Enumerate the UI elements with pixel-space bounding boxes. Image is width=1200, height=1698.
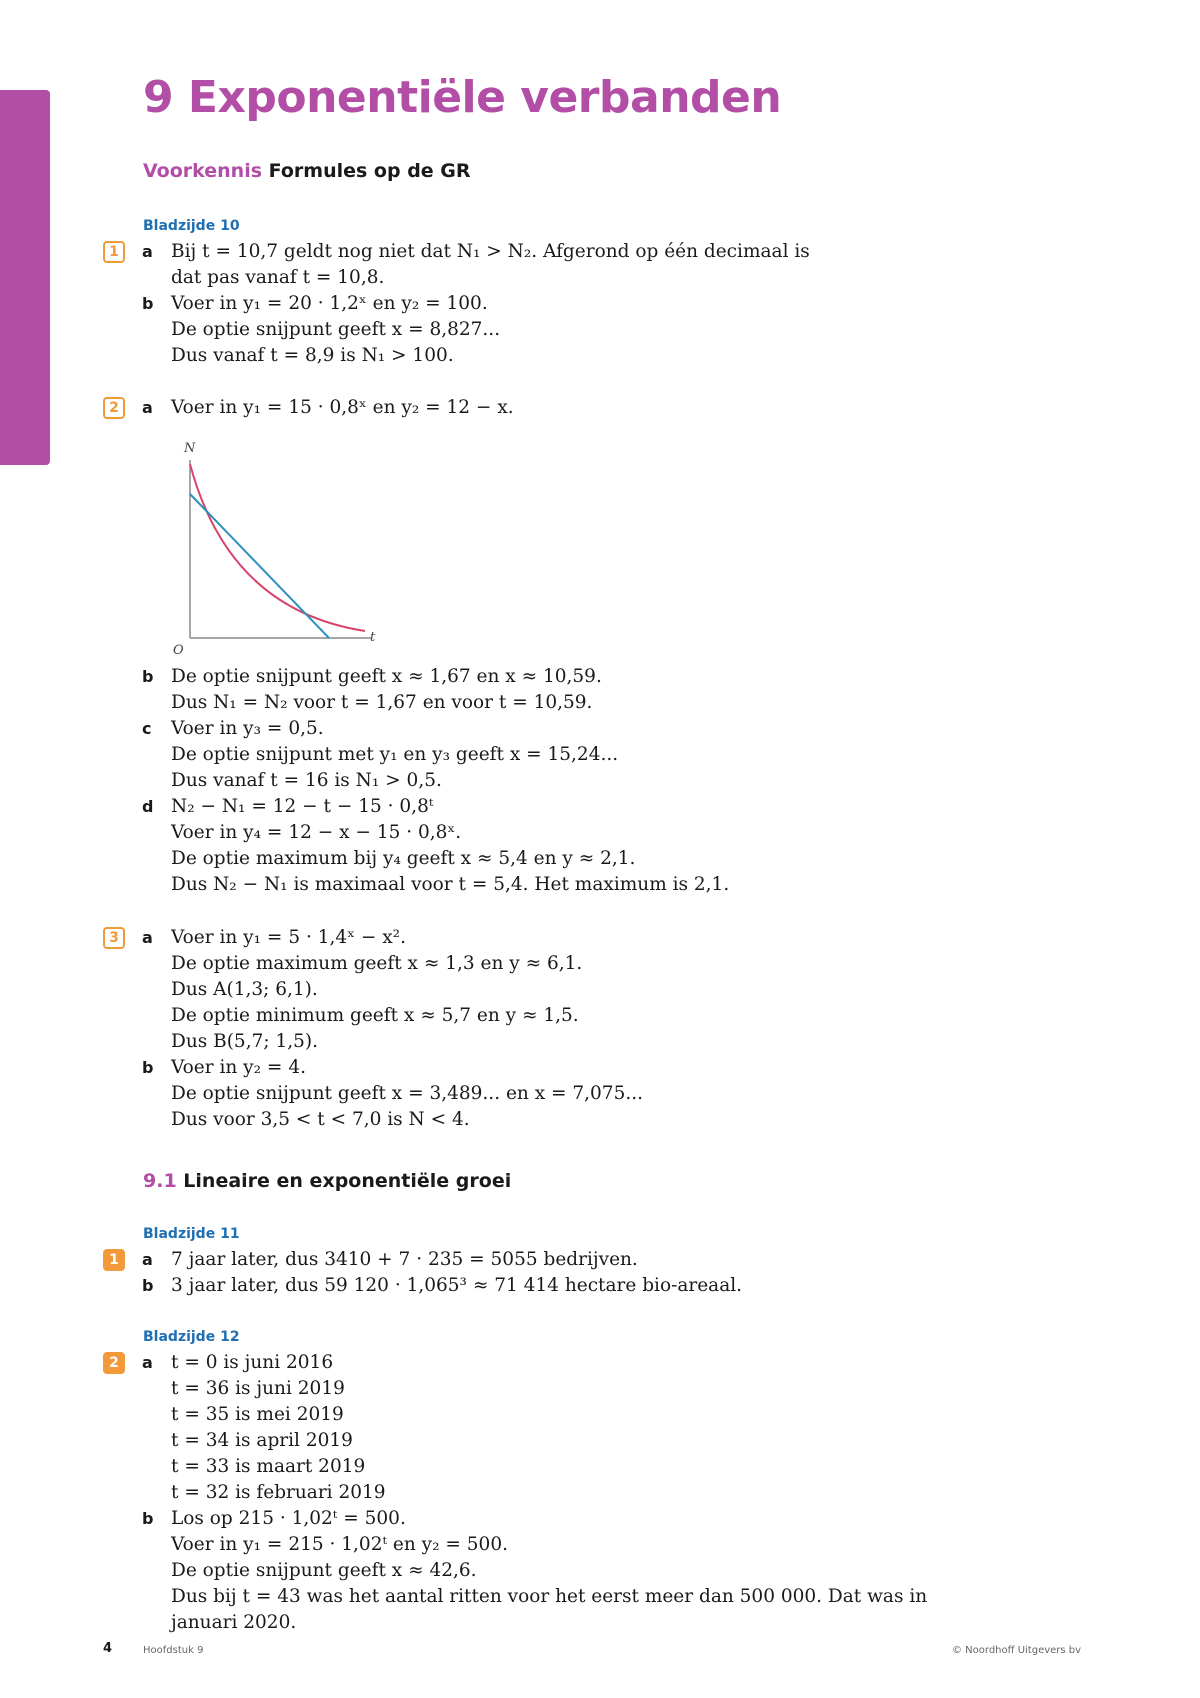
answer-line: Voer in y₁ = 215 · 1,02ᵗ en y₂ = 500.: [171, 1534, 508, 1555]
answer-line: Dus A(1,3; 6,1).: [171, 979, 318, 1000]
answer-line: Dus voor 3,5 < t < 7,0 is N < 4.: [171, 1109, 470, 1130]
section-title: Lineaire en exponentiële groei: [183, 1170, 512, 1192]
part-label: b: [142, 1058, 154, 1077]
page-ref: Bladzijde 10: [143, 218, 240, 234]
part-label: a: [142, 398, 153, 417]
answer-line: t = 35 is mei 2019: [171, 1404, 344, 1425]
graph-x-label: t: [370, 630, 376, 645]
graph-curve-y1: [190, 464, 365, 631]
section-prefix: Voorkennis: [143, 160, 263, 182]
part-label: b: [142, 1276, 154, 1295]
answer-line: De optie maximum bij y₄ geeft x ≈ 5,4 en y ≈ 2,1.: [171, 848, 636, 869]
answer-line: t = 34 is april 2019: [171, 1430, 353, 1451]
graph-origin-label: O: [173, 643, 184, 658]
answer-line: De optie snijpunt geeft x = 3,489... en x = 7,075...: [171, 1083, 643, 1104]
answer-line: De optie minimum geeft x ≈ 5,7 en y ≈ 1,5.: [171, 1005, 579, 1026]
section-heading-9-1: [143, 1170, 511, 1192]
footer-copyright: © Noordhoff Uitgevers bv: [952, 1645, 1082, 1656]
question-number: 2: [103, 1352, 125, 1374]
part-label: c: [142, 719, 152, 738]
part-label: b: [142, 667, 154, 686]
answer-line: Voer in y₁ = 5 · 1,4ˣ − x².: [171, 927, 406, 948]
answer-line: De optie snijpunt geeft x ≈ 42,6.: [171, 1560, 477, 1581]
section-title: Formules op de GR: [268, 160, 471, 182]
answer-line: N₂ − N₁ = 12 − t − 15 · 0,8ᵗ: [171, 796, 434, 817]
chapter-title: 9 Exponentiële verbanden: [143, 72, 782, 123]
answer-line: Dus B(5,7; 1,5).: [171, 1031, 318, 1052]
section-heading-voorkennis: [143, 160, 471, 182]
answer-line: Bij t = 10,7 geldt nog niet dat N₁ > N₂. Afgerond op één decimaal is: [171, 241, 810, 262]
question-number: 1: [103, 241, 125, 263]
section-prefix: 9.1: [143, 1170, 177, 1192]
question-number: 2: [103, 397, 125, 419]
part-label: a: [142, 928, 153, 947]
part-label: b: [142, 294, 154, 313]
answer-line: De optie snijpunt met y₁ en y₃ geeft x = 15,24...: [171, 744, 619, 765]
answer-line: De optie maximum geeft x ≈ 1,3 en y ≈ 6,1.: [171, 953, 583, 974]
answer-line: Dus bij t = 43 was het aantal ritten voor het eerst meer dan 500 000. Dat was in: [171, 1586, 928, 1607]
question-number: 3: [103, 927, 125, 949]
answer-line: Dus N₁ = N₂ voor t = 1,67 en voor t = 10,59.: [171, 692, 593, 713]
page-number: 4: [103, 1641, 113, 1656]
graph: [165, 438, 395, 658]
page-ref: Bladzijde 11: [143, 1226, 240, 1242]
footer-chapter: Hoofdstuk 9: [143, 1645, 204, 1656]
answer-line: De optie snijpunt geeft x = 8,827...: [171, 319, 501, 340]
part-label: a: [142, 242, 153, 261]
answer-line: januari 2020.: [171, 1612, 297, 1633]
answer-line: dat pas vanaf t = 10,8.: [171, 267, 385, 288]
answer-line: Dus vanaf t = 16 is N₁ > 0,5.: [171, 770, 442, 791]
part-label: b: [142, 1509, 154, 1528]
graph-line-y2: [190, 494, 329, 638]
answer-line: 7 jaar later, dus 3410 + 7 · 235 = 5055 bedrijven.: [171, 1249, 638, 1270]
answer-line: Voer in y₁ = 15 · 0,8ˣ en y₂ = 12 − x.: [171, 397, 514, 418]
chapter-tab: [0, 90, 50, 465]
answer-line: Los op 215 · 1,02ᵗ = 500.: [171, 1508, 406, 1529]
answer-line: Voer in y₂ = 4.: [171, 1057, 306, 1078]
answer-line: Dus N₂ − N₁ is maximaal voor t = 5,4. Het maximum is 2,1.: [171, 874, 730, 895]
answer-line: Voer in y₁ = 20 · 1,2ˣ en y₂ = 100.: [171, 293, 488, 314]
answer-line: t = 33 is maart 2019: [171, 1456, 366, 1477]
answer-line: De optie snijpunt geeft x ≈ 1,67 en x ≈ 10,59.: [171, 666, 602, 687]
part-label: a: [142, 1250, 153, 1269]
answer-line: 3 jaar later, dus 59 120 · 1,065³ ≈ 71 414 hectare bio-areaal.: [171, 1275, 743, 1296]
answer-line: Dus vanaf t = 8,9 is N₁ > 100.: [171, 345, 454, 366]
answer-line: Voer in y₄ = 12 − x − 15 · 0,8ˣ.: [171, 822, 462, 843]
graph-y-label: N: [184, 441, 196, 456]
part-label: a: [142, 1353, 153, 1372]
answer-line: t = 36 is juni 2019: [171, 1378, 345, 1399]
answer-line: t = 0 is juni 2016: [171, 1352, 334, 1373]
page-ref: Bladzijde 12: [143, 1329, 240, 1345]
answer-line: t = 32 is februari 2019: [171, 1482, 386, 1503]
answer-line: Voer in y₃ = 0,5.: [171, 718, 324, 739]
question-number: 1: [103, 1249, 125, 1271]
part-label: d: [142, 797, 154, 816]
